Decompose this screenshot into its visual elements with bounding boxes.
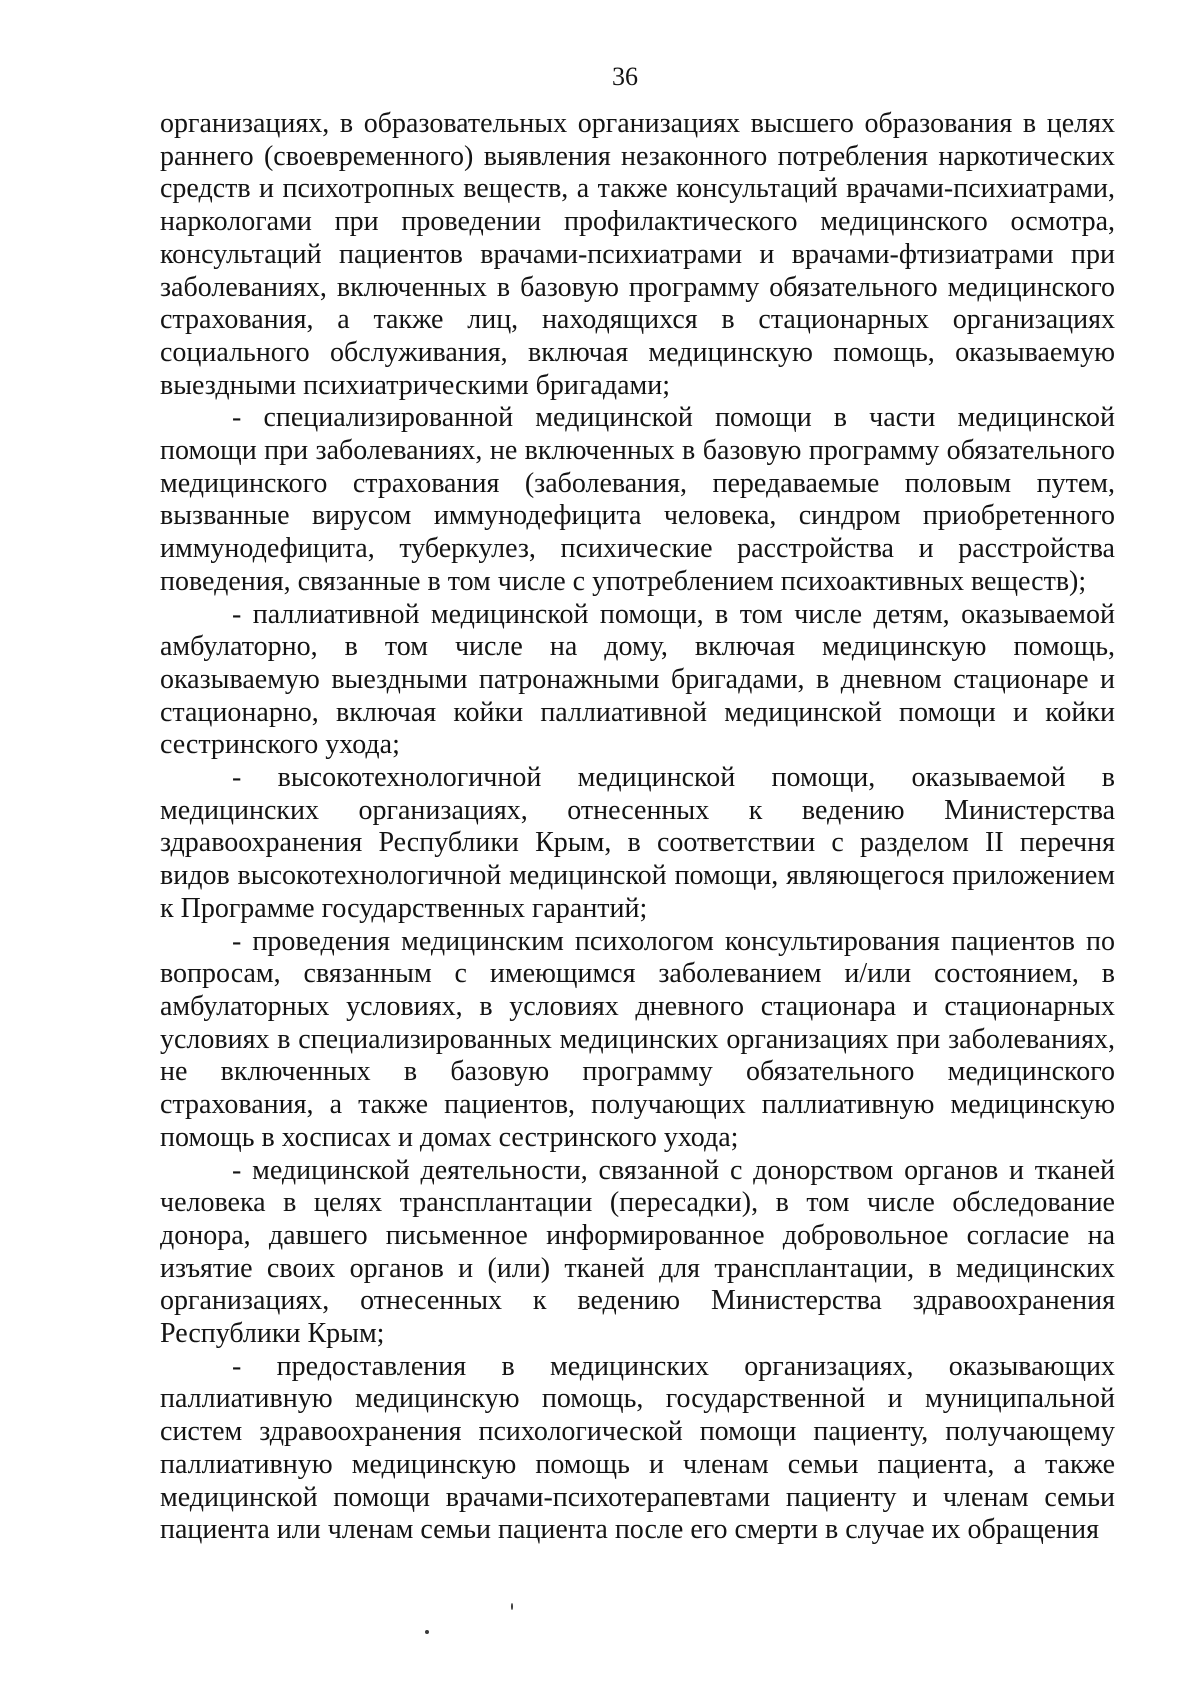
paragraph-continuation: организациях, в образовательных организациях высшего образования в целях раннего (своевременного) выявления незаконного потребления наркотических средств и психотропных веществ, а также консультаций врачами-психиатрами, наркологами при проведении профилактического медицинского осмотра, консультаций пациентов врачами-психиатрами и врачами-фтизиатрами при заболеваниях, включенных в базовую программу обязательного медицинского страхования, а также лиц, находящихся в стационарных организациях социального обслуживания, включая медицинскую помощь, оказываемую выездными психиатрическими бригадами;: [160, 108, 1115, 401]
list-item-palliative-care: - паллиативной медицинской помощи, в том числе детям, оказываемой амбулаторно, в том числе на дому, включая медицинскую помощь, оказываемую выездными патронажными бригадами, в дневном стационаре и стационарно, включая койки паллиативной медицинской помощи и койки сестринского ухода;: [160, 598, 1115, 761]
list-item-psychologist-consulting: - проведения медицинским психологом консультирования пациентов по вопросам, связанным с имеющимся заболеванием и/или состоянием, в амбулаторных условиях, в условиях дневного стационара и стационарных условиях в специализированных медицинских организациях при заболеваниях, не включенных в базовую программу обязательного медицинского страхования, а также пациентов, получающих паллиативную медицинскую помощь в хосписах и домах сестринского ухода;: [160, 925, 1115, 1153]
list-item-high-tech-care: - высокотехнологичной медицинской помощи, оказываемой в медицинских организациях, отнесенных к ведению Министерства здравоохранения Республики Крым, в соответствии с разделом II перечня видов высокотехнологичной медицинской помощи, являющегося приложением к Программе государственных гарантий;: [160, 762, 1115, 924]
scan-speck: [425, 1630, 429, 1634]
page-number: 36: [612, 62, 638, 91]
scan-speck: [511, 1603, 513, 1610]
list-item-organ-donation: - медицинской деятельности, связанной с донорством органов и тканей человека в целях трансплантации (пересадки), в том числе обследование донора, давшего письменное информированное добровольное согласие на изъятие своих органов и (или) тканей для трансплантации, в медицинских организациях, отнесенных к ведению Министерства здравоохранения Республики Крым;: [160, 1154, 1115, 1350]
list-item-specialized-care: - специализированной медицинской помощи в части медицинской помощи при заболеваниях, не включенных в базовую программу обязательного медицинского страхования (заболевания, передаваемые половым путем, вызванные вирусом иммунодефицита человека, синдром приобретенного иммунодефицита, туберкулез, психические расстройства и расстройства поведения, связанные в том числе с употреблением психоактивных веществ);: [160, 402, 1115, 597]
document-body: [160, 108, 1115, 1547]
list-item-psychological-help: - предоставления в медицинских организациях, оказывающих паллиативную медицинскую помощь, государственной и муниципальной систем здравоохранения психологической помощи пациенту, получающему паллиативную медицинскую помощь и членам семьи пациента, а также медицинской помощи врачами-психотерапевтами пациенту и членам семьи пациента или членам семьи пациента после его смерти в случае их обращения: [160, 1350, 1115, 1546]
